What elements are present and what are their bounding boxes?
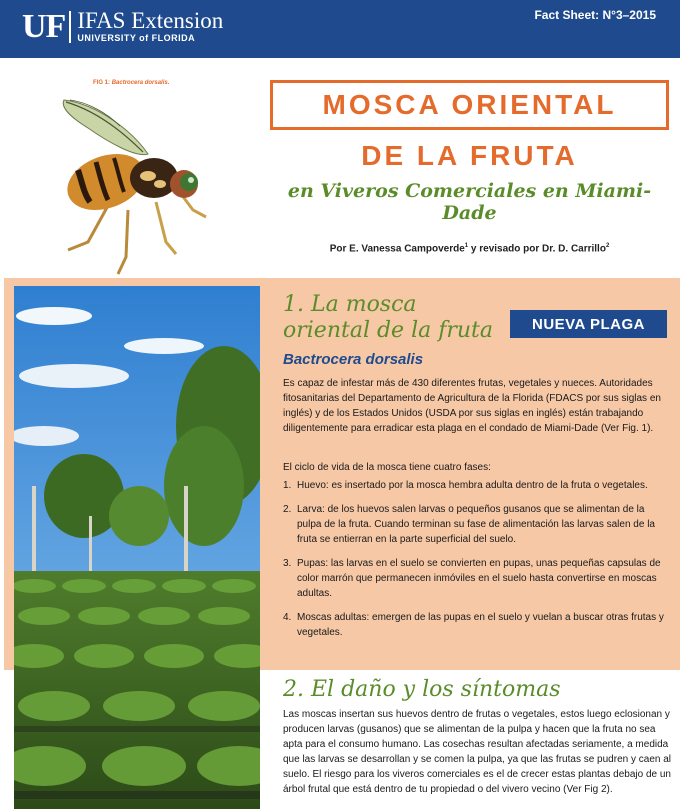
list-item [283, 556, 671, 601]
authors-line [270, 243, 669, 254]
section2-paragraph1: Las moscas insertan sus huevos dentro de frutas o vegetales, estos luego eclosionan y producen larvas (gusanos) que se alimentan de la pulpa y hacen que la fruta no sea apta para el consumo humano. Las cosechas resultan afectadas seriamente, a medida que las larvas se desarrollan y se comen la pulpa, ya que las frutas se pudren y caen al suelo. El riesgo para los viveros comerciales es el de crecer estas plantas debajo de un árbol frutal que está dentro de tu propiedad o del vivero vecino (Ver Fig 2). [283, 709, 671, 795]
authors-reviewer: y revisado por Dr. D. Carrillo [468, 243, 606, 255]
figure-caption-prefix: FIG 1: [93, 80, 111, 86]
list-item-number: 4. [283, 612, 292, 623]
authors-author: Por E. Vanessa Campoverde [329, 243, 465, 255]
figure-caption [93, 80, 169, 86]
title-line1: MOSCA ORIENTAL [322, 89, 617, 120]
list-item-number: 3. [283, 558, 292, 569]
nursery-photo [14, 286, 260, 809]
title-box [270, 80, 669, 130]
authors-sup2: 2 [605, 243, 610, 249]
logo-uf: UF [22, 8, 66, 45]
header-bar [0, 0, 680, 58]
list-item [283, 610, 671, 640]
authors-sup1: 1 [464, 243, 469, 249]
new-pest-badge: NUEVA PLAGA [510, 310, 667, 338]
species-subhead: Bactrocera dorsalis [283, 351, 424, 368]
section1-paragraph1: Es capaz de infestar más de 430 diferentes frutas, vegetales y nueces. Autoridades fitosanitarias del Departamento de Agricultura de la Florida (FDACS por sus siglas en inglés) y de los Estados Unidos (USDA por sus siglas en inglés) están trabajando diligentemente para erradicar esta plaga en el condado de Miami-Dade (Ver Fig. 1). [283, 378, 661, 434]
list-item [283, 502, 671, 547]
title-line2: DE LA FRUTA [361, 140, 578, 171]
logo-divider [69, 11, 71, 43]
logo-ifas-extension: IFAS Extension [77, 8, 224, 33]
list-item-number: 1. [283, 480, 292, 491]
section2-title: 2. El daño y los síntomas [283, 677, 561, 702]
figure-caption-species: Bactrocera dorsalis. [111, 80, 170, 86]
logo-text [77, 10, 223, 44]
list-item-number: 2. [283, 504, 292, 515]
list-item-text: Moscas adultas: emergen de las pupas en el suelo y vuelan a buscar otras frutas y vegetales. [297, 612, 664, 638]
logo-university: UNIVERSITY of FLORIDA [77, 33, 196, 43]
fact-sheet-number: Fact Sheet: N°3–2015 [534, 8, 656, 22]
section1-paragraph2: El ciclo de vida de la mosca tiene cuatro fases: [283, 462, 491, 473]
title-subtitle: en Viveros Comerciales en Miami-Dade [287, 180, 652, 224]
lifecycle-list [283, 478, 671, 649]
list-item-text: Pupas: las larvas en el suelo se convierten en pupas, unas pequeñas capsulas de color marrón que permanecen inmóviles en el suelo hasta convertirse en moscas adultas. [297, 558, 661, 599]
list-item-text: Huevo: es insertado por la mosca hembra adulta dentro de la fruta o vegetales. [297, 480, 648, 491]
list-item-text: Larva: de los huevos salen larvas o pequeños gusanos que se alimentan de la pulpa de la fruta. Cuando terminan su fase de alimentación las larvas salen de la fruta se entierran en la parte superficial del suelo. [297, 504, 655, 545]
uf-ifas-logo[interactable] [22, 10, 223, 44]
list-item [283, 478, 671, 493]
fruit-fly-image [48, 92, 218, 277]
section1-title: 1. La mosca oriental de la fruta [283, 292, 493, 343]
